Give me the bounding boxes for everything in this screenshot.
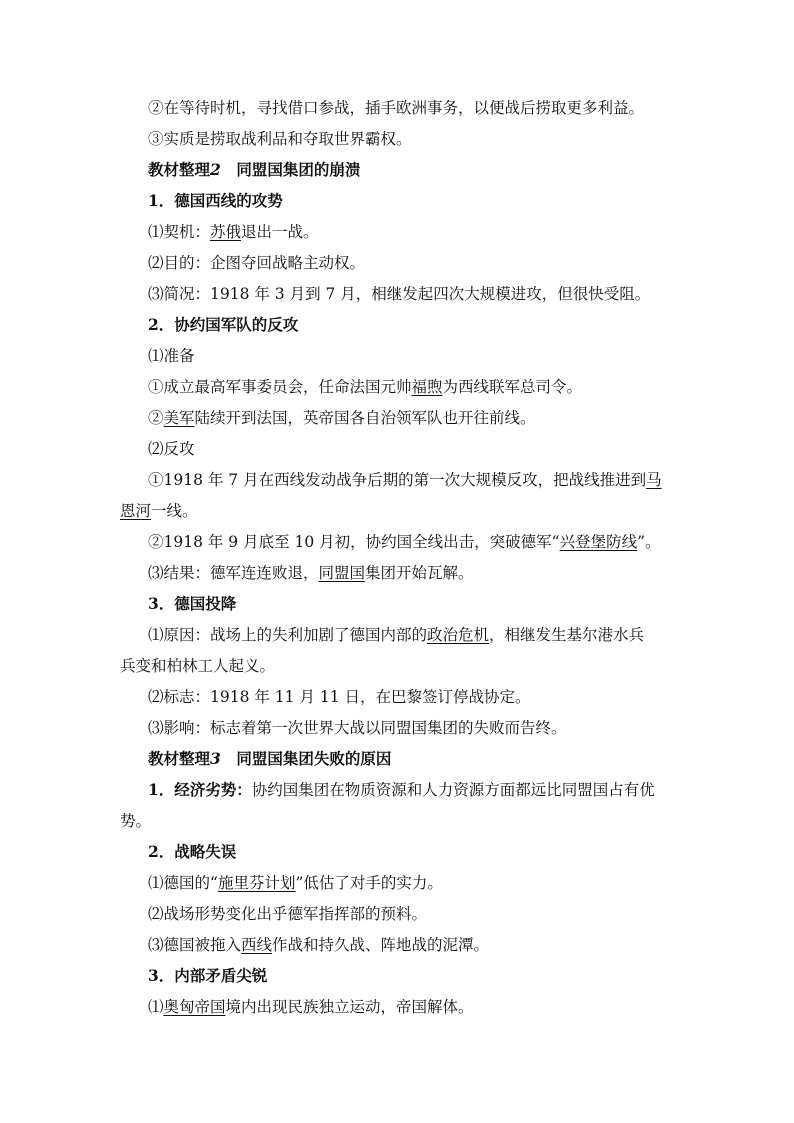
underlined-term: 美军: [163, 409, 195, 427]
text-line: [0, 159, 794, 181]
text-line: [0, 748, 794, 770]
text-line: [0, 841, 794, 863]
text-segment: 2．协约国军队的反攻: [148, 315, 299, 334]
underlined-term: 同盟国: [318, 564, 366, 582]
text-line: [0, 965, 794, 987]
text-segment: ⑶影响：标志着第一次世界大战以同盟国集团的失败而告终。: [148, 719, 567, 737]
text-segment: ⑶德国被拖入: [148, 936, 242, 954]
text-segment: ⑵标志：1918 年 11 月 11 日，在巴黎签订停战协定。: [148, 688, 531, 706]
text-line: [0, 996, 794, 1018]
text-line: [0, 283, 794, 305]
text-line: [0, 221, 794, 243]
text-segment: 1．经济劣势：: [148, 780, 252, 799]
text-segment: 退出一战。: [241, 223, 319, 241]
text-segment: 同盟国集团失败的原因: [220, 749, 392, 768]
text-line: [0, 345, 794, 367]
text-segment: ，相继发生基尔港水兵: [489, 626, 645, 644]
text-segment: ⑴原因：战场上的失利加剧了德国内部的: [148, 626, 428, 644]
text-segment: 境内出现民族独立运动，帝国解体。: [225, 998, 474, 1016]
underlined-term: 奥匈帝国: [163, 998, 226, 1016]
text-line: [0, 717, 794, 739]
text-segment: ”低估了对手的实力。: [295, 874, 443, 892]
text-segment: ⑴准备: [148, 347, 195, 365]
text-segment: ①1918 年 7 月在西线发动战争后期的第一次大规模反攻，把战线推进到: [148, 471, 647, 489]
text-line: [0, 686, 794, 708]
underlined-term: 兴登堡防线: [559, 533, 638, 551]
text-segment: 陆续开到法国，英帝国各自治领军队也开往前线。: [194, 409, 536, 427]
text-segment: 势。: [120, 812, 152, 830]
text-line: [0, 872, 794, 894]
text-segment: 3: [210, 749, 221, 768]
text-segment: ⑶结果：德军连连败退，: [148, 564, 319, 582]
text-segment: 集团开始瓦解。: [365, 564, 474, 582]
text-segment: ②在等待时机，寻找借口参战，插手欧洲事务，以便战后捞取更多利益。: [148, 99, 645, 117]
text-line: [0, 469, 794, 491]
underlined-term: 西线: [241, 936, 273, 954]
text-segment: 同盟国集团的崩溃: [220, 160, 361, 179]
text-segment: ⑵反攻: [148, 440, 195, 458]
text-segment: ②: [148, 409, 164, 427]
text-segment: 为西线联军总司令。: [442, 378, 583, 396]
text-segment: ”。: [637, 533, 661, 551]
underlined-term: 政治危机: [427, 626, 490, 644]
text-segment: 1．德国西线的攻势: [148, 191, 283, 210]
text-segment: 2．战略失误: [148, 842, 237, 861]
text-segment: 教材整理: [148, 160, 211, 179]
text-line: [0, 128, 794, 150]
text-segment: ⑶简况：1918 年 3 月到 7 月，相继发起四次大规模进攻，但很快受阻。: [148, 285, 651, 303]
text-line: [0, 593, 794, 615]
text-line: [0, 314, 794, 336]
underlined-term: 苏俄: [210, 223, 242, 241]
text-line: [0, 407, 794, 429]
text-line: [0, 624, 794, 646]
text-segment: 教材整理: [148, 749, 211, 768]
text-line: [0, 376, 794, 398]
text-line: [0, 97, 794, 119]
text-line: [0, 531, 794, 553]
text-line: [0, 934, 794, 956]
text-segment: ⑴: [148, 998, 164, 1016]
underlined-term: 恩河: [120, 502, 152, 520]
text-segment: 3．内部矛盾尖锐: [148, 966, 268, 985]
text-line: [0, 903, 794, 925]
text-line: [0, 810, 794, 832]
underlined-term: 马: [646, 471, 662, 489]
text-segment: ⑴德国的“: [148, 874, 218, 892]
text-segment: 3．德国投降: [148, 594, 237, 613]
text-line: [0, 438, 794, 460]
text-segment: ⑵目的：企图夺回战略主动权。: [148, 254, 366, 272]
text-segment: 协约国集团在物质资源和人力资源方面都远比同盟国占有优: [251, 781, 655, 799]
text-segment: ⑴契机：: [148, 223, 211, 241]
text-segment: ⑵战场形势变化出乎德军指挥部的预料。: [148, 905, 428, 923]
text-line: [0, 655, 794, 677]
text-line: [0, 562, 794, 584]
text-line: [0, 190, 794, 212]
text-segment: ②1918 年 9 月底至 10 月初，协约国全线出击，突破德军“: [148, 533, 560, 551]
text-line: [0, 252, 794, 274]
underlined-term: 施里芬计划: [217, 874, 296, 892]
text-segment: 一线。: [151, 502, 198, 520]
text-line: [0, 779, 794, 801]
text-segment: 作战和持久战、阵地战的泥潭。: [272, 936, 490, 954]
underlined-term: 福煦: [411, 378, 443, 396]
text-segment: 兵变和柏林工人起义。: [120, 657, 276, 675]
text-segment: ③实质是捞取战利品和夺取世界霸权。: [148, 130, 412, 148]
text-segment: ①成立最高军事委员会，任命法国元帅: [148, 378, 412, 396]
text-line: [0, 500, 794, 522]
text-segment: 2: [210, 160, 221, 179]
